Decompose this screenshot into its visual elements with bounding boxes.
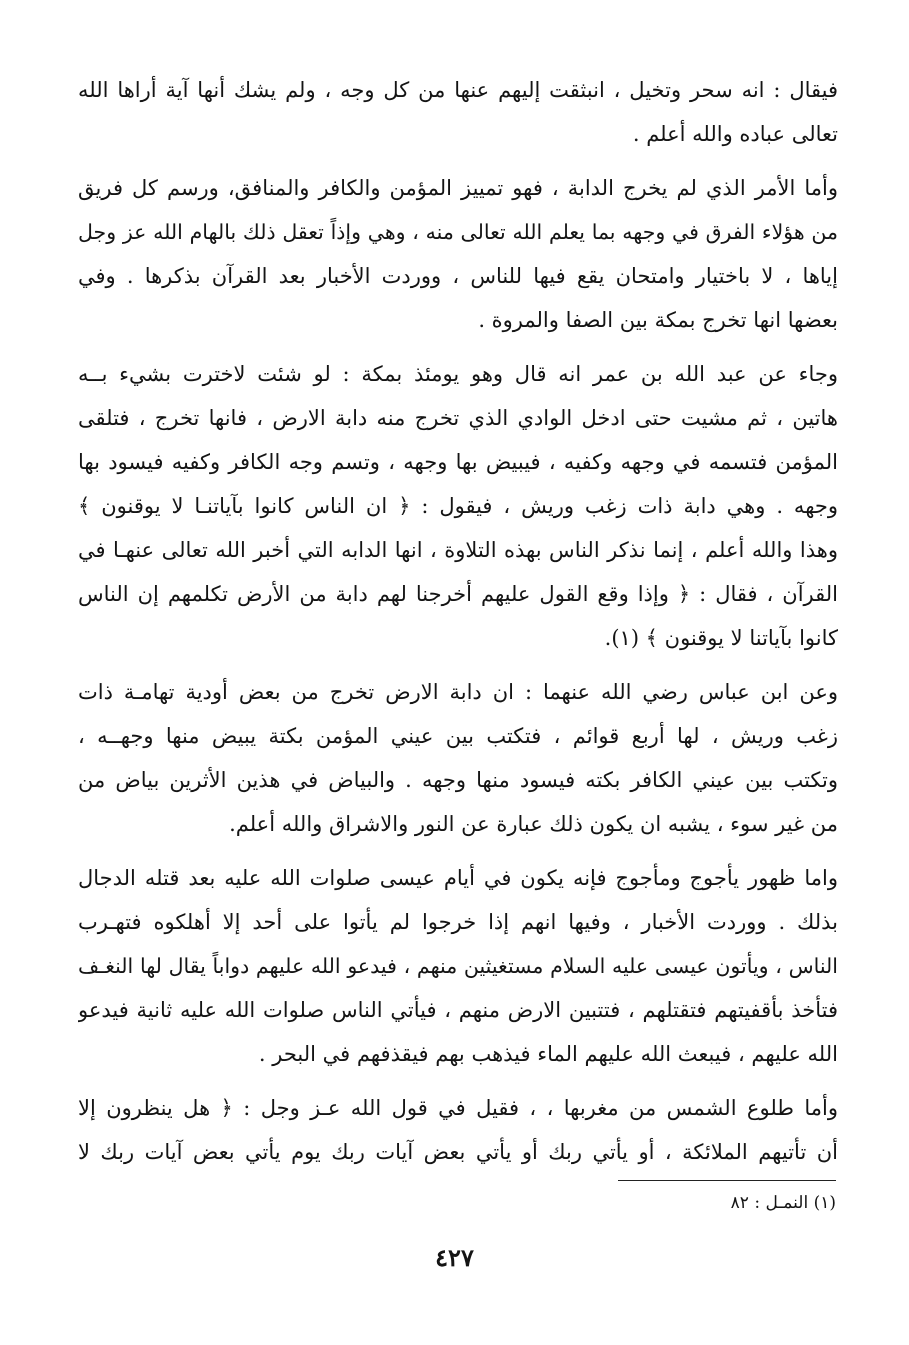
text-line: من هؤلاء الفرق في وجهه بما يعلم الله تعالى منه ، وهي وإذاً تعقل ذلك بالهام الله عز وجل (78, 220, 838, 244)
main-text (78, 68, 838, 1174)
text-line: وتكتب بين عيني الكافر بكته فيسود منها وجهه . والبياض في هذين الأثرين بياض من (78, 768, 838, 792)
text-line: وعن ابن عباس رضي الله عنهما : ان دابة الارض تخرج من بعض أودية تهامـة ذات (78, 680, 838, 704)
text-line: الله عليهم ، فيبعث الله عليهم الماء فيذهب بهم فيقذفهم في البحر . (258, 1042, 838, 1066)
footnote: (١) النمـل : ٨٢ (730, 1193, 836, 1213)
text-line: الناس ، ويأتون عيسى عليه السلام مستغيثين منهم ، فيدعو الله عليهم دواباً يقال لها النغـف (78, 954, 838, 978)
text-line: من غير سوء ، يشبه ان يكون ذلك عبارة عن النور والاشراق والله أعلم. (229, 812, 838, 836)
text-line: واما ظهور يأجوج ومأجوج فإنه يكون في أيام عيسى صلوات الله عليه بعد قتله الدجال (78, 866, 838, 890)
text-line: أن تأتيهم الملائكة ، أو يأتي ربك أو يأتي بعض آيات ربك يوم يأتي بعض آيات ربك لا (78, 1140, 838, 1164)
text-line: كانوا بآياتنا لا يوقنون ﴾ (١). (604, 626, 838, 650)
page-number: ٤٢٧ (435, 1243, 474, 1272)
paragraph-4 (78, 670, 838, 846)
text-line: وأما الأمر الذي لم يخرج الدابة ، فهو تمييز المؤمن والكافر والمنافق، ورسم كل فريق (78, 176, 838, 200)
paragraph-5 (78, 856, 838, 1076)
text-line: وأما طلوع الشمس من مغربها ، ، فقيل في قول الله عـز وجل : ﴿ هل ينظرون إلا (78, 1096, 838, 1120)
text-line: وهذا والله أعلم ، إنما نذكر الناس بهذه التلاوة ، انها الدابه التي أخبر الله تعالى عنهـا في (78, 538, 838, 562)
paragraph-1 (78, 68, 838, 156)
paragraph-2 (78, 166, 838, 342)
text-line: بذلك . ووردت الأخبار ، وفيها انهم إذا خرجوا لم يأتوا على أحد إلا أهلكوه فتهـرب (78, 910, 838, 934)
text-line: وجهه . وهي دابة ذات زغب وريش ، فيقول : ﴿ ان الناس كانوا بآياتنـا لا يوقنون ﴾ (78, 494, 838, 518)
text-line: فيقال : انه سحر وتخيل ، انبثقت إليهم عنها من كل وجه ، ولم يشك أنها آية أراها الله (78, 78, 838, 102)
text-line: وجاء عن عبد الله بن عمر انه قال وهو يومئذ بمكة : لو شئت لاخترت بشيء بــه (78, 362, 838, 386)
text-line: إياها ، لا باختيار وامتحان يقع فيها للناس ، ووردت الأخبار بعد القرآن بذكرها . وفي (78, 264, 838, 288)
text-line: بعضها انها تخرج بمكة بين الصفا والمروة . (478, 308, 838, 332)
text-line: زغب وريش ، لها أربع قوائم ، فتكتب بين عيني المؤمن بكتة يبيض منها وجهــه ، (78, 724, 838, 748)
text-line: القرآن ، فقال : ﴿ وإذا وقع القول عليهم أخرجنا لهم دابة من الأرض تكلمهم إن الناس (78, 582, 838, 606)
text-line: هاتين ، ثم مشيت حتى ادخل الوادي الذي تخرج منه دابة الارض ، فانها تخرج ، فتلقى (78, 406, 838, 430)
footnote-divider (618, 1180, 836, 1181)
paragraph-6 (78, 1086, 838, 1174)
text-line: تعالى عباده والله أعلم . (632, 122, 838, 146)
paragraph-3 (78, 352, 838, 660)
text-line: فتأخذ بأقفيتهم فتقتلهم ، فتتبين الارض منهم ، فيأتي الناس صلوات الله عليه ثانية فيدعو (78, 998, 838, 1022)
text-line: المؤمن فتسمه في وجهه وكفيه ، فيبيض بها وجهه ، وتسم وجه الكافر وكفيه فيسود بها (78, 450, 838, 474)
